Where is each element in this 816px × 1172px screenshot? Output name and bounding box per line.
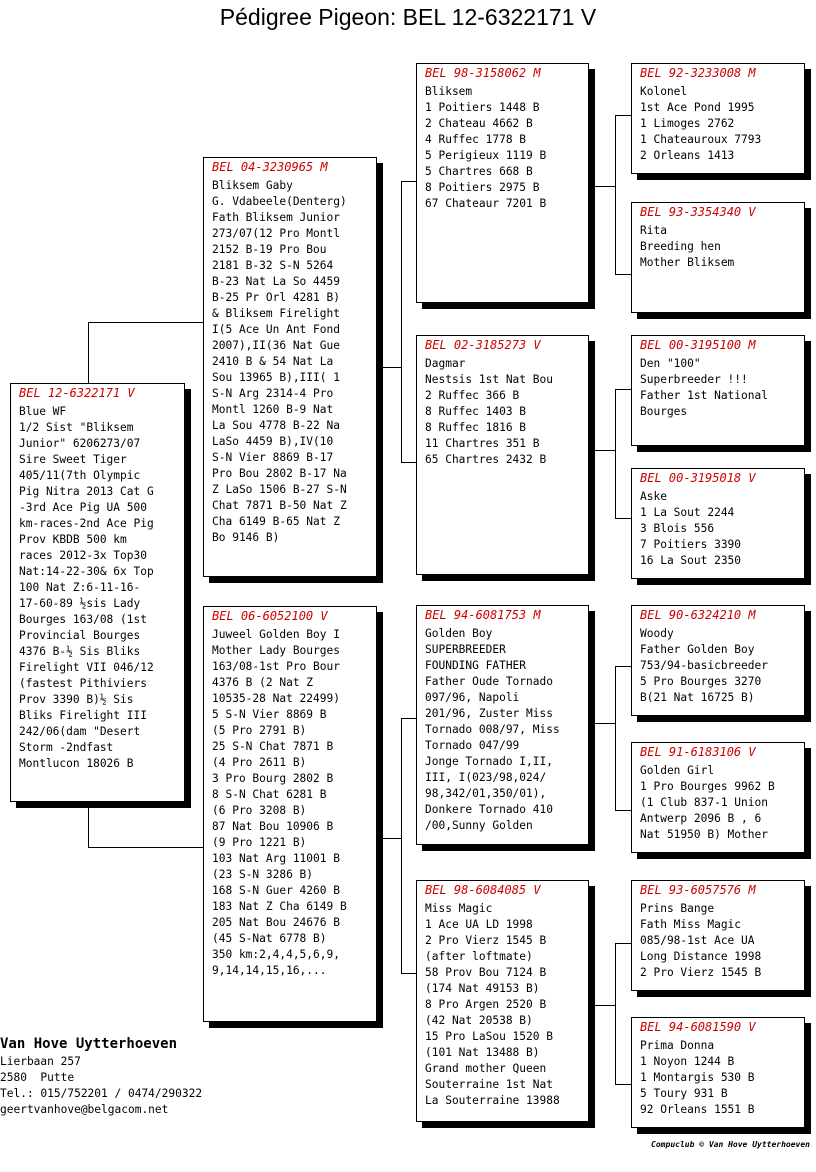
pigeon-name: Aske bbox=[640, 490, 667, 503]
pedigree-line: 3 Pro Bourg 2802 B bbox=[212, 772, 334, 785]
pedigree-line: 2152 B-19 Pro Bou bbox=[212, 243, 327, 256]
pedigree-line: FOUNDING FATHER bbox=[425, 659, 527, 672]
pedigree-line: Mother Lady Bourges bbox=[212, 644, 340, 657]
sire-sire-card bbox=[416, 63, 589, 303]
pigeon-name: Dagmar bbox=[425, 357, 466, 370]
ring-number: BEL 12-6322171 V bbox=[19, 386, 135, 400]
pedigree-line: (1 Club 837-1 Union bbox=[640, 796, 768, 809]
sire-dam-dam-card bbox=[631, 468, 805, 579]
ring-number: BEL 92-3233008 M bbox=[640, 66, 756, 80]
pigeon-name: Prins Bange bbox=[640, 902, 715, 915]
pedigree-line: Z LaSo 1506 B-27 S-N bbox=[212, 483, 347, 496]
pigeon-name: Bliksem Gaby bbox=[212, 179, 293, 192]
pedigree-line: Fath Miss Magic bbox=[640, 918, 742, 931]
pedigree-line: Superbreeder !!! bbox=[640, 373, 748, 386]
pigeon-name: Rita bbox=[640, 224, 667, 237]
pedigree-line: Tornado 008/97, Miss bbox=[425, 723, 560, 736]
pedigree-line: Nat 51950 B) Mother bbox=[640, 828, 768, 841]
pigeon-name: Woody bbox=[640, 627, 674, 640]
pedigree-line: 5 Perigieux 1119 B bbox=[425, 149, 547, 162]
connector-line bbox=[615, 943, 632, 944]
pedigree-line: (174 Nat 49153 B) bbox=[425, 982, 540, 995]
pigeon-name: Golden Girl bbox=[640, 764, 715, 777]
ring-number: BEL 00-3195018 V bbox=[640, 471, 756, 485]
pigeon-name: Miss Magic bbox=[425, 902, 493, 915]
pedigree-line: 5 S-N Vier 8869 B bbox=[212, 708, 327, 721]
pedigree-line: Provincial Bourges bbox=[19, 629, 141, 642]
pedigree-line: S-N Arg 2314-4 Pro bbox=[212, 387, 334, 400]
pedigree-line: 98,342/01,350/01), bbox=[425, 787, 547, 800]
pedigree-line: 4 Ruffec 1778 B bbox=[425, 133, 527, 146]
pedigree-line: Father Oude Tornado bbox=[425, 675, 553, 688]
pedigree-line: (101 Nat 13488 B) bbox=[425, 1046, 540, 1059]
pedigree-line: 11 Chartres 351 B bbox=[425, 437, 540, 450]
pedigree-line: 100 Nat Z:6-11-16- bbox=[19, 581, 141, 594]
pedigree-line: 273/07(12 Pro Montl bbox=[212, 227, 340, 240]
connector-line bbox=[615, 115, 632, 116]
ring-number: BEL 93-6057576 M bbox=[640, 883, 756, 897]
pedigree-line: 5 Pro Bourges 3270 bbox=[640, 675, 762, 688]
pedigree-line: 92 Orleans 1551 B bbox=[640, 1103, 755, 1116]
pedigree-line: 183 Nat Z Cha 6149 B bbox=[212, 900, 347, 913]
pedigree-line: Breeding hen bbox=[640, 240, 721, 253]
pedigree-line: La Sou 4778 B-22 Na bbox=[212, 419, 340, 432]
pedigree-line: 16 La Sout 2350 bbox=[640, 554, 742, 567]
pedigree-line: 87 Nat Bou 10906 B bbox=[212, 820, 334, 833]
pedigree-line: (5 Pro 2791 B) bbox=[212, 724, 307, 737]
connector-line bbox=[401, 181, 402, 463]
pedigree-line: /00,Sunny Golden bbox=[425, 819, 533, 832]
pedigree-line: 65 Chartres 2432 B bbox=[425, 453, 547, 466]
pedigree-line: 5 Toury 931 B bbox=[640, 1087, 728, 1100]
ring-number: BEL 90-6324210 M bbox=[640, 608, 756, 622]
pedigree-line: Sire Sweet Tiger bbox=[19, 453, 127, 466]
pedigree-line: (23 S-N 3286 B) bbox=[212, 868, 314, 881]
pedigree-line: Antwerp 2096 B , 6 bbox=[640, 812, 762, 825]
footer-credit: Compuclub © Van Hove Uytterhoeven bbox=[651, 1140, 810, 1149]
connector-line bbox=[401, 181, 417, 182]
pedigree-line: 2 Pro Vierz 1545 B bbox=[425, 934, 547, 947]
ring-number: BEL 04-3230965 M bbox=[212, 160, 328, 174]
sire-dam-card bbox=[416, 335, 589, 575]
pedigree-line: 2007),II(36 Nat Gue bbox=[212, 339, 340, 352]
pedigree-line: 4376 B-½ Sis Bliks bbox=[19, 645, 141, 658]
connector-line bbox=[401, 718, 402, 974]
pedigree-line: Mother Bliksem bbox=[640, 256, 735, 269]
ring-number: BEL 98-3158062 M bbox=[425, 66, 541, 80]
pedigree-line: 4376 B (2 Nat Z bbox=[212, 676, 314, 689]
pedigree-line: 2 Orleans 1413 bbox=[640, 149, 735, 162]
pedigree-line: Bo 9146 B) bbox=[212, 531, 280, 544]
dam-sire-dam-card bbox=[631, 742, 805, 853]
connector-line bbox=[615, 666, 632, 667]
pedigree-line: S-N Vier 8869 B-17 bbox=[212, 451, 334, 464]
connector-line bbox=[589, 450, 616, 451]
pedigree-line: 1 Noyon 1244 B bbox=[640, 1055, 735, 1068]
pedigree-line: Pro Bou 2802 B-17 Na bbox=[212, 467, 347, 480]
pedigree-line: races 2012-3x Top30 bbox=[19, 549, 147, 562]
pedigree-line: 1 Montargis 530 B bbox=[640, 1071, 755, 1084]
pedigree-line: 9,14,14,15,16,... bbox=[212, 964, 327, 977]
dam-sire-card bbox=[416, 605, 589, 845]
pedigree-line: 17-60-89 ½sis Lady bbox=[19, 597, 141, 610]
pedigree-line: Cha 6149 B-65 Nat Z bbox=[212, 515, 340, 528]
pedigree-line: La Souterraine 13988 bbox=[425, 1094, 560, 1107]
pedigree-line: Souterraine 1st Nat bbox=[425, 1078, 553, 1091]
pedigree-line: B-23 Nat La So 4459 bbox=[212, 275, 340, 288]
pedigree-line: Chat 7871 B-50 Nat Z bbox=[212, 499, 347, 512]
pedigree-line: Father 1st National bbox=[640, 389, 768, 402]
ring-number: BEL 93-3354340 V bbox=[640, 205, 756, 219]
connector-line bbox=[615, 518, 632, 519]
pedigree-line: 2 Pro Vierz 1545 B bbox=[640, 966, 762, 979]
pedigree-line: 2181 B-32 S-N 5264 bbox=[212, 259, 334, 272]
pedigree-line: 2410 B & 54 Nat La bbox=[212, 355, 334, 368]
pedigree-line: 1 Chateauroux 7793 bbox=[640, 133, 762, 146]
pedigree-line: Fath Bliksem Junior bbox=[212, 211, 340, 224]
connector-line bbox=[615, 389, 616, 519]
pedigree-line: Father Golden Boy bbox=[640, 643, 755, 656]
pedigree-line: 2 Chateau 4662 B bbox=[425, 117, 533, 130]
connector-line bbox=[615, 115, 616, 275]
pedigree-line: 8 Poitiers 2975 B bbox=[425, 181, 540, 194]
pedigree-line: Prov KBDB 500 km bbox=[19, 533, 127, 546]
ring-number: BEL 02-3185273 V bbox=[425, 338, 541, 352]
pedigree-line: Jonge Tornado I,II, bbox=[425, 755, 553, 768]
ring-number: BEL 98-6084085 V bbox=[425, 883, 541, 897]
pedigree-line: 163/08-1st Pro Bour bbox=[212, 660, 340, 673]
connector-line bbox=[88, 322, 204, 323]
pedigree-line: 1 Ace UA LD 1998 bbox=[425, 918, 533, 931]
owner-address bbox=[0, 1054, 300, 1118]
connector-line bbox=[615, 389, 632, 390]
pedigree-line: LaSo 4459 B),IV(10 bbox=[212, 435, 334, 448]
pedigree-line: Bourges bbox=[640, 405, 688, 418]
pedigree-line: Nat:14-22-30& 6x Top bbox=[19, 565, 154, 578]
pigeon-name: Blue WF bbox=[19, 405, 67, 418]
pedigree-line: 5 Chartres 668 B bbox=[425, 165, 533, 178]
pedigree-line: Long Distance 1998 bbox=[640, 950, 762, 963]
ring-number: BEL 94-6081753 M bbox=[425, 608, 541, 622]
pedigree-line: Donkere Tornado 410 bbox=[425, 803, 553, 816]
pedigree-line: 1 La Sout 2244 bbox=[640, 506, 735, 519]
pedigree-line: Montl 1260 B-9 Nat bbox=[212, 403, 334, 416]
connector-line bbox=[88, 322, 89, 384]
pedigree-line: 103 Nat Arg 11001 B bbox=[212, 852, 340, 865]
dam-dam-sire-card bbox=[631, 880, 805, 991]
pedigree-line: 1 Limoges 2762 bbox=[640, 117, 735, 130]
owner-name: Van Hove Uytterhoeven bbox=[0, 1036, 178, 1052]
pigeon-name: Den "100" bbox=[640, 357, 701, 370]
pedigree-line: (6 Pro 3208 B) bbox=[212, 804, 307, 817]
pedigree-line: SUPERBREEDER bbox=[425, 643, 506, 656]
pedigree-line: 7 Poitiers 3390 bbox=[640, 538, 742, 551]
pedigree-line: Sou 13965 B),III( 1 bbox=[212, 371, 340, 384]
pedigree-line: 405/11(7th Olympic bbox=[19, 469, 141, 482]
connector-line bbox=[615, 666, 616, 811]
sire-dam-sire-card bbox=[631, 335, 805, 446]
connector-line bbox=[377, 367, 402, 368]
sire-sire-sire-card bbox=[631, 63, 805, 174]
ring-number: BEL 06-6052100 V bbox=[212, 609, 328, 623]
pedigree-line: Pig Nitra 2013 Cat G bbox=[19, 485, 154, 498]
owner-email: geertvanhove@belgacom.net bbox=[0, 1103, 169, 1116]
pedigree-line: 168 S-N Guer 4260 B bbox=[212, 884, 340, 897]
pedigree-line: 1 Poitiers 1448 B bbox=[425, 101, 540, 114]
sire-card bbox=[203, 157, 377, 577]
pedigree-line: (9 Pro 1221 B) bbox=[212, 836, 307, 849]
connector-line bbox=[401, 718, 417, 719]
pedigree-line: Montlucon 18026 B bbox=[19, 757, 134, 770]
pedigree-line: 3 Blois 556 bbox=[640, 522, 715, 535]
pedigree-line: B-25 Pr Orl 4281 B) bbox=[212, 291, 340, 304]
pedigree-line: (fastest Pithiviers bbox=[19, 677, 147, 690]
pedigree-line: (45 S-Nat 6778 B) bbox=[212, 932, 327, 945]
pedigree-line: Storm -2ndfast bbox=[19, 741, 114, 754]
pedigree-line: Tornado 047/99 bbox=[425, 739, 520, 752]
dam-card bbox=[203, 606, 377, 1022]
pedigree-line: 753/94-basicbreeder bbox=[640, 659, 768, 672]
connector-line bbox=[589, 186, 616, 187]
ring-number: BEL 94-6081590 V bbox=[640, 1020, 756, 1034]
pedigree-line: 085/98-1st Ace UA bbox=[640, 934, 755, 947]
owner-line: Lierbaan 257 bbox=[0, 1055, 81, 1068]
ring-number: BEL 91-6183106 V bbox=[640, 745, 756, 759]
ring-number: BEL 00-3195100 M bbox=[640, 338, 756, 352]
pedigree-line: 350 km:2,4,4,5,6,9, bbox=[212, 948, 340, 961]
pedigree-line: B(21 Nat 16725 B) bbox=[640, 691, 755, 704]
pedigree-line: Prov 3390 B)½ Sis bbox=[19, 693, 134, 706]
connector-line bbox=[589, 723, 616, 724]
pedigree-line: 8 Ruffec 1816 B bbox=[425, 421, 527, 434]
pedigree-line: Bourges 163/08 (1st bbox=[19, 613, 147, 626]
pedigree-line: G. Vdabeele(Denterg) bbox=[212, 195, 347, 208]
pigeon-name: Kolonel bbox=[640, 85, 688, 98]
pedigree-line: 1/2 Sist "Bliksem bbox=[19, 421, 134, 434]
pedigree-line: 58 Prov Bou 7124 B bbox=[425, 966, 547, 979]
owner-line: Tel.: 015/752201 / 0474/290322 bbox=[0, 1087, 203, 1100]
pedigree-line: 097/96, Napoli bbox=[425, 691, 520, 704]
pedigree-line: 8 Pro Argen 2520 B bbox=[425, 998, 547, 1011]
dam-dam-dam-card bbox=[631, 1017, 805, 1128]
pigeon-name: Juweel Golden Boy I bbox=[212, 628, 340, 641]
pedigree-line: 205 Nat Bou 24676 B bbox=[212, 916, 340, 929]
pedigree-line: 67 Chateaur 7201 B bbox=[425, 197, 547, 210]
pedigree-line: Junior" 6206273/07 bbox=[19, 437, 141, 450]
connector-line bbox=[401, 973, 417, 974]
pedigree-line: -3rd Ace Pig UA 500 bbox=[19, 501, 147, 514]
pedigree-line: I(5 Ace Un Ant Fond bbox=[212, 323, 340, 336]
connector-line bbox=[615, 1084, 632, 1085]
connector-line bbox=[88, 802, 89, 848]
pedigree-line: & Bliksem Firelight bbox=[212, 307, 340, 320]
pedigree-line: 8 Ruffec 1403 B bbox=[425, 405, 527, 418]
pedigree-line: III, I(023/98,024/ bbox=[425, 771, 547, 784]
pigeon-name: Bliksem bbox=[425, 85, 473, 98]
connector-line bbox=[615, 274, 632, 275]
pedigree-line: 25 S-N Chat 7871 B bbox=[212, 740, 334, 753]
pedigree-line: (after loftmate) bbox=[425, 950, 533, 963]
pedigree-line: 2 Ruffec 366 B bbox=[425, 389, 520, 402]
pedigree-line: 201/96, Zuster Miss bbox=[425, 707, 553, 720]
connector-line bbox=[401, 462, 417, 463]
page-title: Pédigree Pigeon: BEL 12-6322171 V bbox=[219, 4, 597, 30]
pedigree-line: Bliks Firelight III bbox=[19, 709, 147, 722]
connector-line bbox=[589, 1005, 616, 1006]
dam-dam-card bbox=[416, 880, 589, 1122]
pigeon-name: Prima Donna bbox=[640, 1039, 715, 1052]
pedigree-line: 1 Pro Bourges 9962 B bbox=[640, 780, 775, 793]
owner-block bbox=[0, 1034, 300, 1118]
pedigree-line: 8 S-N Chat 6281 B bbox=[212, 788, 327, 801]
dam-sire-sire-card bbox=[631, 605, 805, 716]
owner-line: 2580 Putte bbox=[0, 1071, 75, 1084]
pedigree-line: Firelight VII 046/12 bbox=[19, 661, 154, 674]
pedigree-line: Nestsis 1st Nat Bou bbox=[425, 373, 553, 386]
connector-line bbox=[377, 838, 402, 839]
sire-sire-dam-card bbox=[631, 202, 805, 313]
pedigree-line: Grand mother Queen bbox=[425, 1062, 547, 1075]
connector-line bbox=[615, 943, 616, 1085]
pedigree-line: (4 Pro 2611 B) bbox=[212, 756, 307, 769]
pedigree-line: 1st Ace Pond 1995 bbox=[640, 101, 755, 114]
subject-pigeon-card bbox=[10, 383, 185, 802]
pedigree-line: (42 Nat 20538 B) bbox=[425, 1014, 533, 1027]
pedigree-line: km-races-2nd Ace Pig bbox=[19, 517, 154, 530]
connector-line bbox=[615, 810, 632, 811]
pedigree-line: 15 Pro LaSou 1520 B bbox=[425, 1030, 553, 1043]
connector-line bbox=[88, 847, 204, 848]
pedigree-line: 242/06(dam "Desert bbox=[19, 725, 141, 738]
pedigree-line: 10535-28 Nat 22499) bbox=[212, 692, 340, 705]
pigeon-name: Golden Boy bbox=[425, 627, 493, 640]
